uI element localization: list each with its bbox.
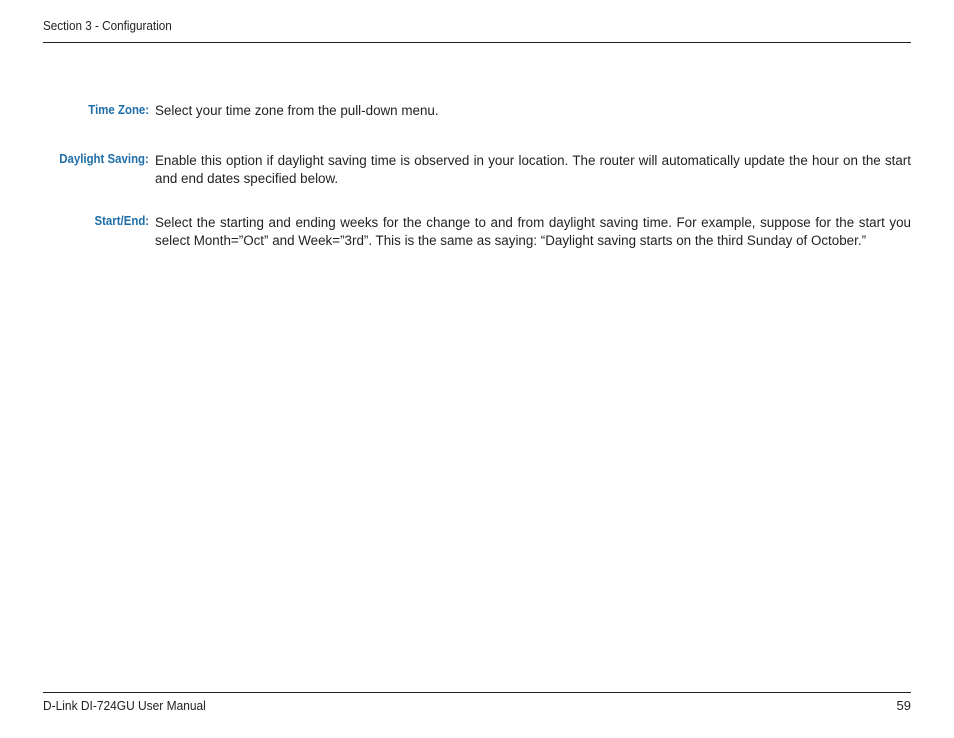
section-header: Section 3 - Configuration bbox=[43, 18, 172, 33]
description-time-zone: Select your time zone from the pull-down menu. bbox=[155, 103, 439, 118]
description-daylight-saving: Enable this option if daylight saving time is observed in your location. The router will automatically update the hour on the start and end dates specified below. bbox=[155, 153, 911, 186]
page-number: 59 bbox=[896, 698, 911, 713]
footer-divider bbox=[43, 692, 911, 693]
description-start-end: Select the starting and ending weeks for the change to and from daylight saving time. For example, suppose for the start you select Month=”Oct” and Week=”3rd”. This is the same as saying: “Daylight saving starts on the third Sunday of October.” bbox=[155, 215, 911, 248]
manual-title: D-Link DI-724GU User Manual bbox=[43, 698, 206, 713]
header-divider bbox=[43, 42, 911, 43]
term-start-end: Start/End: bbox=[94, 213, 149, 228]
term-time-zone: Time Zone: bbox=[88, 102, 149, 117]
term-daylight-saving: Daylight Saving: bbox=[59, 151, 149, 166]
